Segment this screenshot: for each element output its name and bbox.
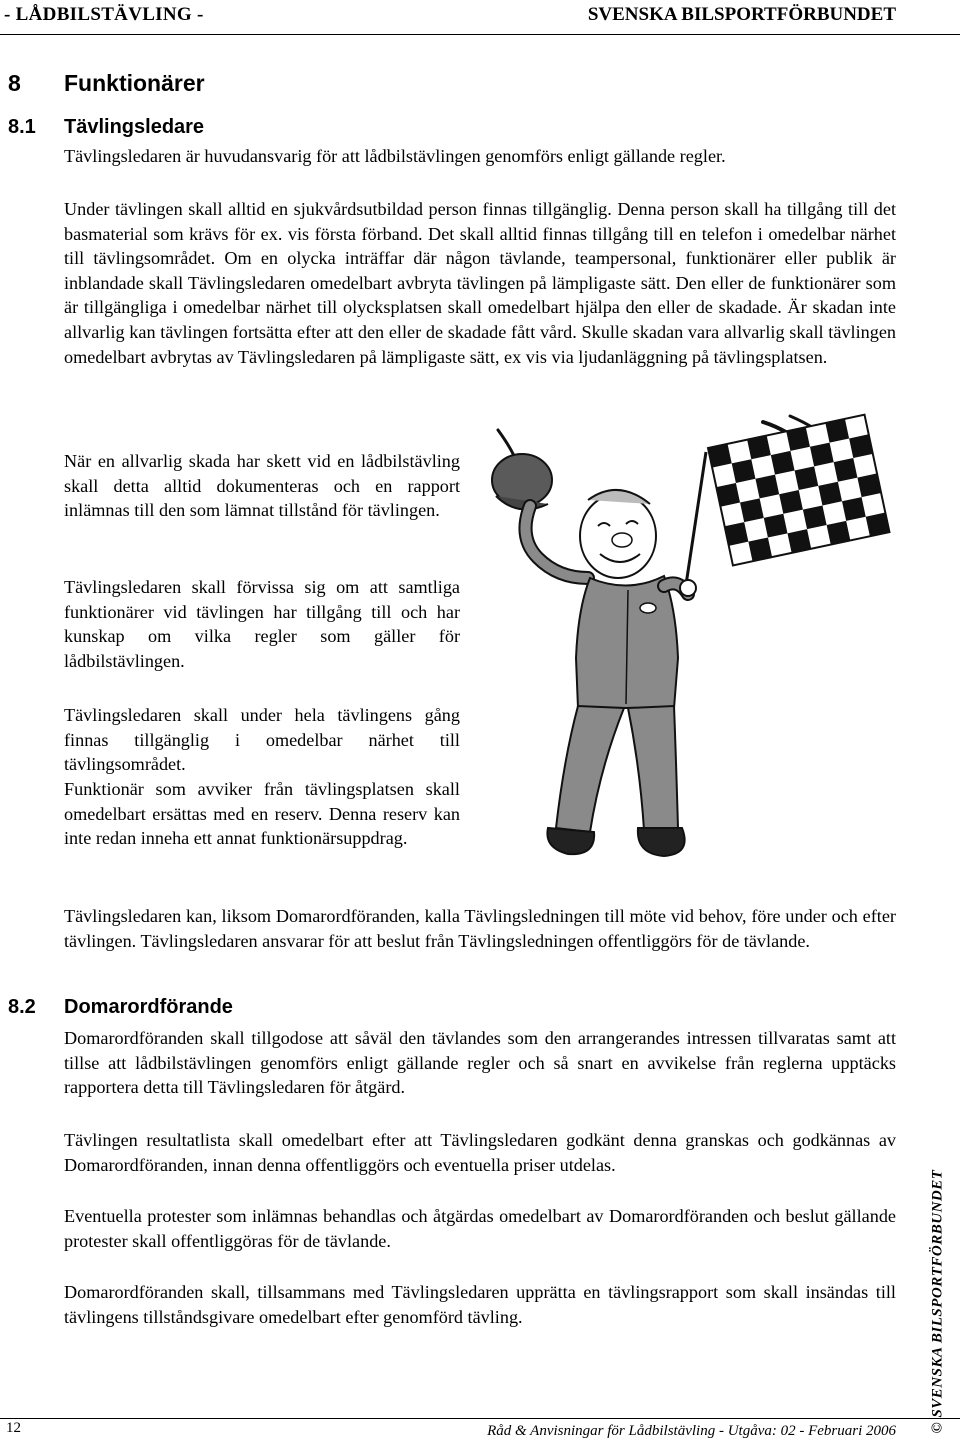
footer-rule (0, 1418, 960, 1419)
head (580, 490, 656, 578)
paragraph-8-1-3: När en allvarlig skada har skett vid en lådbilstävling skall detta alltid dokumenteras och en rapport inlämnas till den som lämnat tillstånd för tävlingen. (64, 451, 460, 521)
section-number: 8 (8, 70, 21, 96)
subsection-heading-8-2 (8, 996, 233, 1019)
header-left-title: - LÅDBILSTÄVLING - (4, 4, 204, 25)
section-heading (8, 70, 205, 97)
paragraph-8-1-4: Tävlingsledaren skall förvissa sig om att samtliga funktionärer vid tävlingen har tillgång till och har kunskap om vilka regler som gäller för lådbilstävlingen. (64, 577, 460, 671)
subsection-heading-8-1 (8, 116, 204, 139)
paragraph-8-2-3: Eventuella protester som inlämnas behandlas och åtgärdas omedelbart av Domarordföranden och beslut gällande protester skall offentliggöras för de tävlande. (64, 1206, 896, 1251)
footer-text: Råd & Anvisningar för Lådbilstävling - Utgåva: 02 - Februari 2006 (487, 1423, 896, 1439)
raised-cap (492, 454, 552, 509)
paragraph-8-2-1: Domarordföranden skall tillgodose att såväl den tävlandes som den arrangerandes intressen tillvaratas samt att tillse att lådbilstävlingen genomförs enligt gällande regler och så snart en avvikelse från reglerna upptäcks rapportera detta till Tävlingsledaren för åtgärd. (64, 1028, 896, 1098)
subsection-title: Domarordförande (64, 996, 233, 1018)
checkered-flag (708, 415, 889, 566)
header-right-title: SVENSKA BILSPORTFÖRBUNDET (587, 4, 896, 25)
page-number: 12 (6, 1420, 21, 1436)
paragraph-8-2-4: Domarordföranden skall, tillsammans med Tävlingsledaren upprätta en tävlingsrapport som skall insändas till tävlingens tillståndsgivare omedelbart efter genomförd tävling. (64, 1282, 896, 1327)
paragraph-8-2-2: Tävlingen resultatlista skall omedelbart efter att Tävlingsledaren godkänt denna granskas och godkännas av Domarordföranden, innan denna offentliggörs och eventuella priser utdelas. (64, 1130, 896, 1175)
paragraph-8-1-6: Funktionär som avviker från tävlingsplatsen skall omedelbart ersättas med en reserv. Denna reserv kan inte redan inneha ett annat funktionärsuppdrag. (64, 779, 460, 849)
copyright-side-text: © SVENSKA BILSPORTFÖRBUNDET (929, 1169, 946, 1434)
flag-waving-official-illustration (478, 408, 898, 870)
subsection-number: 8.1 (8, 116, 36, 138)
section-title: Funktionärer (64, 70, 205, 96)
paragraph-8-1-1: Tävlingsledaren är huvudansvarig för att lådbilstävlingen genomförs enligt gällande regler. (64, 146, 726, 166)
subsection-number: 8.2 (8, 996, 36, 1018)
overalls-body (576, 576, 678, 708)
header-rule (0, 34, 960, 35)
paragraph-8-1-7: Tävlingsledaren kan, liksom Domarordföranden, kalla Tävlingsledningen till möte vid behov, före under och efter tävlingen. Tävlingsledaren ansvarar för att beslut från Tävlingsledningen offentliggörs för de tävlande. (64, 906, 896, 951)
paragraph-8-1-5: Tävlingsledaren skall under hela tävlingens gång finnas tillgänglig i omedelbar närhet till tävlingsområdet. (64, 705, 460, 775)
paragraph-8-1-2: Under tävlingen skall alltid en sjukvårdsutbildad person finnas tillgänglig. Denna person skall ha tillgång till det basmaterial som krävs för ex. vis första förband. Det skall alltid finnas tillgång till en telefon i omedelbar närhet till tävlingsområdet. Om en olycka inträffar där någon tävlande, teampersonal, funktionärer eller publik är inblandade skall Tävlingsledaren omedelbart avbryta tävlingen på lämpligaste sätt. Den eller de funktionärer som är tillgängliga i omedelbar närhet till olycksplatsen skall omedelbart hjälpa den eller de skadade. Är skadan inte allvarlig kan tävlingen fortsätta efter att den eller de skadade fått vård. Skulle skadan vara allvarlig skall tävlingen omedelbart avbrytas av Tävlingsledaren på lämpligaste sätt, ex vis via ljudanläggning på tävlingsplatsen. (64, 199, 896, 367)
page-header (4, 4, 896, 34)
legs (556, 706, 678, 832)
subsection-title: Tävlingsledare (64, 116, 205, 138)
